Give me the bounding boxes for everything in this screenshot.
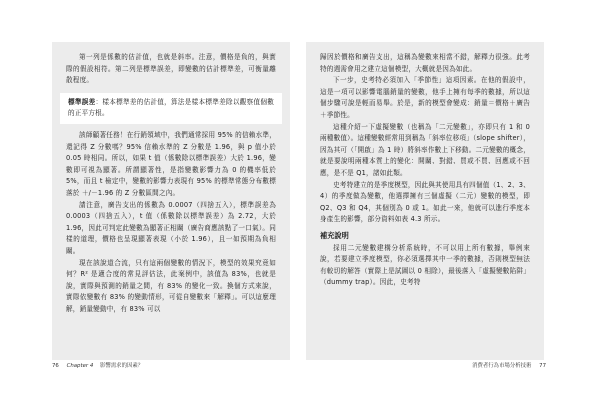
right-paragraph-4: 史考特建立的是季度模型，因此與其使用具有四個值（1、2、3、4）的季度做為變數，他選擇擁有三個虛擬（二元）變數的模型，即 Q2、Q3 和 Q4，其個別為 0 或 1。如此一來，他就可以進行季度本身產生的影響，部分資料如表 4.3 所示。 <box>320 180 530 224</box>
left-chapter-label: Chapter 4 <box>66 363 94 369</box>
left-paragraph-3: 請注意，廣告支出的係數為 0.0007（四捨五入），標準誤差為 0.0003（四捨五入），t 值（係數除以標準誤差）為 2.72，大於 1.96，因此可判定此變數為顯著正相關（廣告商應該點了一口氣）。同樣的道理，價格也呈現顯著表現（小於 1.96），且一如預期為負相關。 <box>66 200 276 255</box>
right-paragraph-3: 這種介紹一下虛擬變數（也稱為「二元變數」，亦即只有 1 和 0 兩種數值）。這種變數經常用到稱為「斜率位移項」（slope shifter），因為其可（「開啟」為 1 時）將斜率作數上下移動。二元變數的概念，就是要說明兩種本質上的變化：開關、對錯、買或不買、回應或不回應，是不是 Q1，諸如此類。 <box>320 122 530 177</box>
right-running-title: 消費者行為市場分析技術 <box>472 363 532 369</box>
left-paragraph-1: 第一列是係數的估計值，也就是斜率。注意，價格是負的，與實際的假設相符。第二列是標準誤差，即變數的估計標準差，可衡量離散程度。 <box>66 53 276 85</box>
left-page <box>52 42 290 360</box>
definition-text <box>68 97 274 120</box>
right-paragraph-2: 下一步，史考特必須加入「季節性」這項因素。在他的假設中，這是一項可以影響電腦銷量的變數，他手上擁有每季的數據，所以這個步驟可說是輕而易舉。於是，新的模型會變成：銷量＝價格＋廣告＋季節性。 <box>320 76 530 119</box>
left-paragraph-2: 該師顧著任務！在行銷領域中，我們通常採用 95% 的信賴水準，還記得 Z 分數嗎？95% 信賴水準的 Z 分數是 1.96，與 p 值小於 0.05 時相同。所以，如果 t 值（係數除以標準誤差）大於 1.96，變數即可視為顯著。所謂顯著性，是指變數影響力為 0 的機率低於 5%，而且 t 檢定中，變數的影響力表現有 95% 的標準常態分布數標落於 ＋/－1.96 的 Z 分數區間之內。 <box>66 130 276 197</box>
definition-term: 標準誤差 <box>68 97 96 106</box>
left-paragraph-4: 現在該說道合流，只有這兩個變數的情況下，模型的效果究竟如何？R² 是適合度的常見評估法，此案例中，該值為 83%，也就是說，實際與預測的銷量之間，有 83% 的變化一致。換個方式來說，實際依變數有 83% 的變動情形，可從自變數來「解釋」。可以這麼理解，銷量變動中，有 83% 可以 <box>66 258 276 313</box>
left-page-number: 76 <box>52 363 59 369</box>
right-footer <box>472 361 546 369</box>
definition-body: ：樣本標準差的估計值，算法是樣本標準差除以觀察值個數的正平方根。 <box>68 97 274 118</box>
right-page <box>306 42 544 360</box>
left-running-title: 影響需求的因素？ <box>100 363 144 369</box>
right-paragraph-1: 歸因於價格和廣告支出，這稱為變數來相當不錯，解釋力很強。此考特的週需會用之建立這個模型，大概就是因為如此。 <box>320 53 530 73</box>
definition-callout <box>60 93 282 124</box>
section-subheading: 補充說明 <box>320 230 349 240</box>
left-footer <box>52 361 143 369</box>
right-page-number: 77 <box>539 363 546 369</box>
right-paragraph-5: 採用二元變數建構分析系統時，不可以用上所有數據，舉例來說，若要建立季度模型，你必須選擇其中一季的數據，否則模型無法有較切的解答（實際上是試圖以 0 相除），最後落入「虛擬變數陷阱」（dummy trap）。因此，史考特 <box>320 243 530 287</box>
